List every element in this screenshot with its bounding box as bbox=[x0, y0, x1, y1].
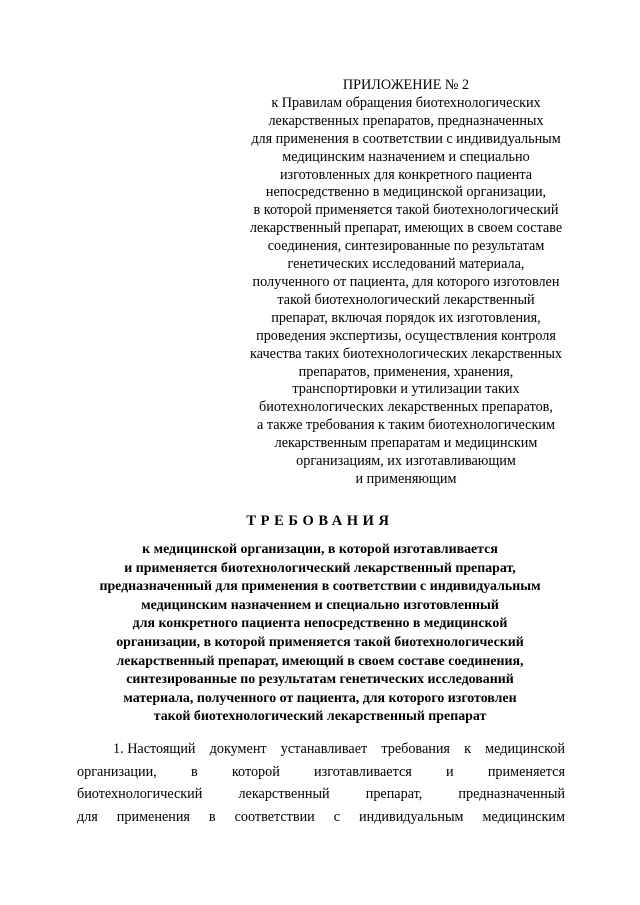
subtitle-line: синтезированные по результатам генетических исследований bbox=[126, 672, 514, 688]
appendix-line: такой биотехнологический лекарственный bbox=[277, 291, 535, 308]
appendix-line: изготовленных для конкретного пациента bbox=[279, 166, 533, 183]
subtitle-line: к медицинской организации, в которой изготавливается bbox=[142, 542, 498, 557]
subtitle-line: медицинским назначением и специально изготовленный bbox=[141, 597, 499, 613]
appendix-line: проведения экспертизы, осуществления контроля bbox=[256, 327, 556, 344]
appendix-line: препаратов, применения, хранения, bbox=[298, 363, 514, 380]
body-word: применяется bbox=[487, 763, 565, 780]
body-word: 1. Настоящий bbox=[113, 741, 196, 757]
body-word: которой bbox=[231, 763, 280, 780]
appendix-line: биотехнологических лекарственных препаратов, bbox=[259, 399, 553, 416]
subtitle-line: лекарственный препарат, имеющий в своем составе соединения, bbox=[116, 653, 524, 669]
body-word: биотехнологический bbox=[77, 786, 203, 803]
appendix-line: транспортировки и утилизации таких bbox=[292, 381, 520, 398]
subtitle-line: предназначенный для применения в соответствии с индивидуальным bbox=[99, 579, 541, 595]
appendix-line: и применяющим bbox=[355, 470, 457, 487]
appendix-line: лекарственных препаратов, предназначенных bbox=[268, 112, 544, 129]
appendix-header bbox=[216, 77, 596, 489]
body-word: предназначенный bbox=[458, 786, 565, 803]
appendix-line: лекарственный препарат, имеющих в своем составе bbox=[249, 220, 563, 237]
body-word: изготавливается bbox=[314, 763, 412, 780]
body-word: медицинским bbox=[482, 808, 565, 825]
body-word: препарат, bbox=[365, 786, 423, 803]
body-word: требования bbox=[381, 741, 450, 757]
appendix-line: к Правилам обращения биотехнологических bbox=[271, 94, 541, 111]
body-line bbox=[77, 806, 565, 829]
body-line bbox=[77, 783, 565, 806]
appendix-line: в которой применяется такой биотехнологический bbox=[253, 202, 559, 219]
appendix-line: а также требования к таким биотехнологическим bbox=[257, 417, 555, 434]
body-word: организации, bbox=[77, 763, 157, 780]
body-word: индивидуальным bbox=[359, 808, 464, 825]
requirements-subtitle bbox=[40, 541, 600, 727]
subtitle-line: и применяется биотехнологический лекарственный препарат, bbox=[124, 560, 516, 576]
body-word: к bbox=[464, 741, 472, 757]
appendix-line: лекарственным препаратам и медицинским bbox=[274, 435, 538, 452]
appendix-line: полученного от пациента, для которого изготовлен bbox=[252, 273, 560, 290]
requirements-title: ТРЕБОВАНИЯ bbox=[246, 513, 394, 529]
appendix-line: генетических исследований материала, bbox=[287, 256, 525, 273]
subtitle-line: организации, в которой применяется такой биотехнологический bbox=[116, 634, 524, 650]
appendix-line: непосредственно в медицинской организации, bbox=[265, 184, 547, 201]
body-line bbox=[77, 761, 565, 784]
body-word: лекарственный bbox=[238, 786, 330, 803]
appendix-line: качества таких биотехнологических лекарственных bbox=[250, 345, 562, 362]
appendix-line: препарат, включая порядок их изготовления, bbox=[271, 309, 541, 326]
appendix-line: для применения в соответствии с индивидуальным bbox=[251, 130, 561, 147]
body-word: устанавливает bbox=[280, 741, 368, 757]
body-paragraph bbox=[77, 738, 565, 828]
subtitle-line: для конкретного пациента непосредственно в медицинской bbox=[132, 616, 508, 632]
appendix-line: соединения, синтезированные по результатам bbox=[267, 238, 545, 255]
body-word: применения bbox=[116, 808, 190, 825]
body-word: медицинской bbox=[485, 741, 565, 757]
subtitle-line: такой биотехнологический лекарственный препарат bbox=[153, 709, 487, 725]
appendix-line: медицинским назначением и специально bbox=[282, 148, 530, 165]
body-word: и bbox=[446, 763, 454, 780]
body-word: для bbox=[77, 808, 98, 825]
body-line bbox=[77, 738, 565, 761]
appendix-number: ПРИЛОЖЕНИЕ № 2 bbox=[342, 77, 470, 93]
body-word: документ bbox=[209, 741, 267, 757]
appendix-line: организациям, их изготавливающим bbox=[296, 453, 516, 470]
body-word: в bbox=[190, 763, 198, 780]
body-word: с bbox=[333, 808, 341, 825]
body-word: в bbox=[208, 808, 216, 825]
subtitle-line: материала, полученного от пациента, для которого изготовлен bbox=[123, 690, 517, 706]
body-word: соответствии bbox=[234, 808, 315, 825]
